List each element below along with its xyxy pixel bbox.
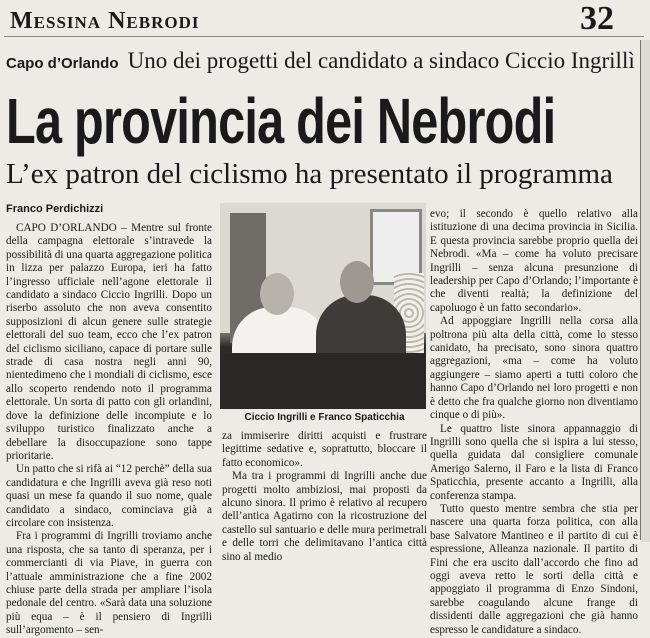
paragraph: Ad appoggiare Ingrilli nella corsa alla poltrona più alta della città, come lo stesso canidato, ha precisato, sono sinora quattro aggregazioni, «ma – come ha voluto aggiungere – siamo aperti a tutti coloro che hanno Capo d’Orlando nei loro progetti e non è detto che fra qualche giorno non diventiamo cinque o di più». — [430, 315, 638, 422]
byline: Franco Perdichizzi — [6, 203, 104, 215]
headline: La provincia dei Nebrodi — [6, 85, 556, 157]
paragraph: Tutto questo mentre sembra che stia per nascere una quarta forza politica, con alla base Salvatore Mantineo e il partito di cui è espressione, Alleanza nazionale. Il partito di Fini che era uscito dall’accordo che fino ad oggi aveva retto le sorti della città e appoggiato il programma di Enzo Sindoni, sarebbe coagulando alcune frange di dissidenti dalle aggregazioni che già hanno espresso le candidature a sindaco. — [430, 502, 638, 636]
article-column-left — [6, 222, 212, 637]
article-column-right — [430, 208, 638, 636]
adjacent-page-edge — [641, 40, 650, 542]
section-name: Messina Nebrodi — [10, 8, 200, 34]
kicker-place: Capo d’Orlando — [6, 55, 119, 72]
article-column-middle — [222, 430, 427, 563]
paragraph: Ma tra i programmi di Ingrilli anche due progetti molto ambiziosi, mai proposti da alcuno sinora. Il primo è relativo al recupero dell’antica Agatirno con la ricostruzione del castello sul santuario e delle mura perimetrali e delle torri che delimitavano l’antica città sino al medio — [222, 470, 427, 563]
press-photo — [220, 203, 426, 409]
subhead: L’ex patron del ciclismo ha presentato il programma — [6, 158, 613, 190]
paragraph: za immiserire diritti acquisti e frustrare legittime sedative e, soprattutto, bloccare il fatto economico». — [222, 430, 427, 469]
kicker — [6, 48, 646, 74]
paragraph: Fra i programmi di Ingrilli troviamo anche una risposta, che sa tanto di speranza, per i commercianti di via Piave, in guerra con l’attuale amministrazione che a fine 2002 chiuse parte della strada per ampliare l’isola pedonale del centro. «Sarà data una soluzione più equa – è il pensiero di Ingrilli sull’argomento – sen- — [6, 530, 212, 637]
paragraph: Le quattro liste sinora appannaggio di Ingrilli sono quella che si ispira a lui stesso, quella guidata dal consigliere comunale Amerigo Salerno, il Faro e la lista di Franco Spaticchia, presente accanto a Ingrilli, alla conferenza stampa. — [430, 422, 638, 502]
photo-caption: Ciccio Ingrilli e Franco Spaticchia — [244, 412, 405, 423]
kicker-text: Uno dei progetti del candidato a sindaco Ciccio Ingrillì — [127, 48, 635, 73]
paragraph: evo; il secondo è quello relativo alla istituzione di una decima provincia in Sicilia. E questa provincia sarebbe proprio quella dei Nebrodi. «Ma – come ha voluto precisare Ingrilli – senza alcuna presunzione di leadership per Capo d’Orlando; l’importante è che diventi realtà; la definizione del capoluogo è un fatto secondario». — [430, 208, 638, 314]
paragraph: CAPO D’ORLANDO – Mentre sul fronte della campagna elettorale s’intravede la possibilità di una quarta aggregazione politica in lizza per palazzo Europa, ieri ha fatto l’ingresso ufficiale nell’agone elettorale il candidato a sindaco Ciccio Ingrilli. Dopo un riserbo assoluto che non aveva consentito supposizioni di alcun genere sulle strategie elettorali del suo team, ecco che l’ex patron del ciclismo siciliano, capace di portare sulle strade di casa nostra negli anni 90, nientedimeno che i mondiali di ciclismo, esce allo scoperto rendendo noto il programma elettorale. Un sorta di patto con gli orlandini, dove la definizione delle incompiute e lo sviluppo turistico finalizzato anche a debellare la disoccupazione sono tappe prioritarie. — [6, 222, 212, 462]
paragraph: Un patto che si rifà ai “12 perchè” della sua candidatura e che Ingrilli aveva già reso noti quasi un mese fa quando il suo nome, quale candidato a sindaco, cominciava già a circolare con insistenza. — [6, 463, 212, 529]
section-header — [4, 2, 644, 37]
page-number: 32 — [580, 0, 614, 37]
